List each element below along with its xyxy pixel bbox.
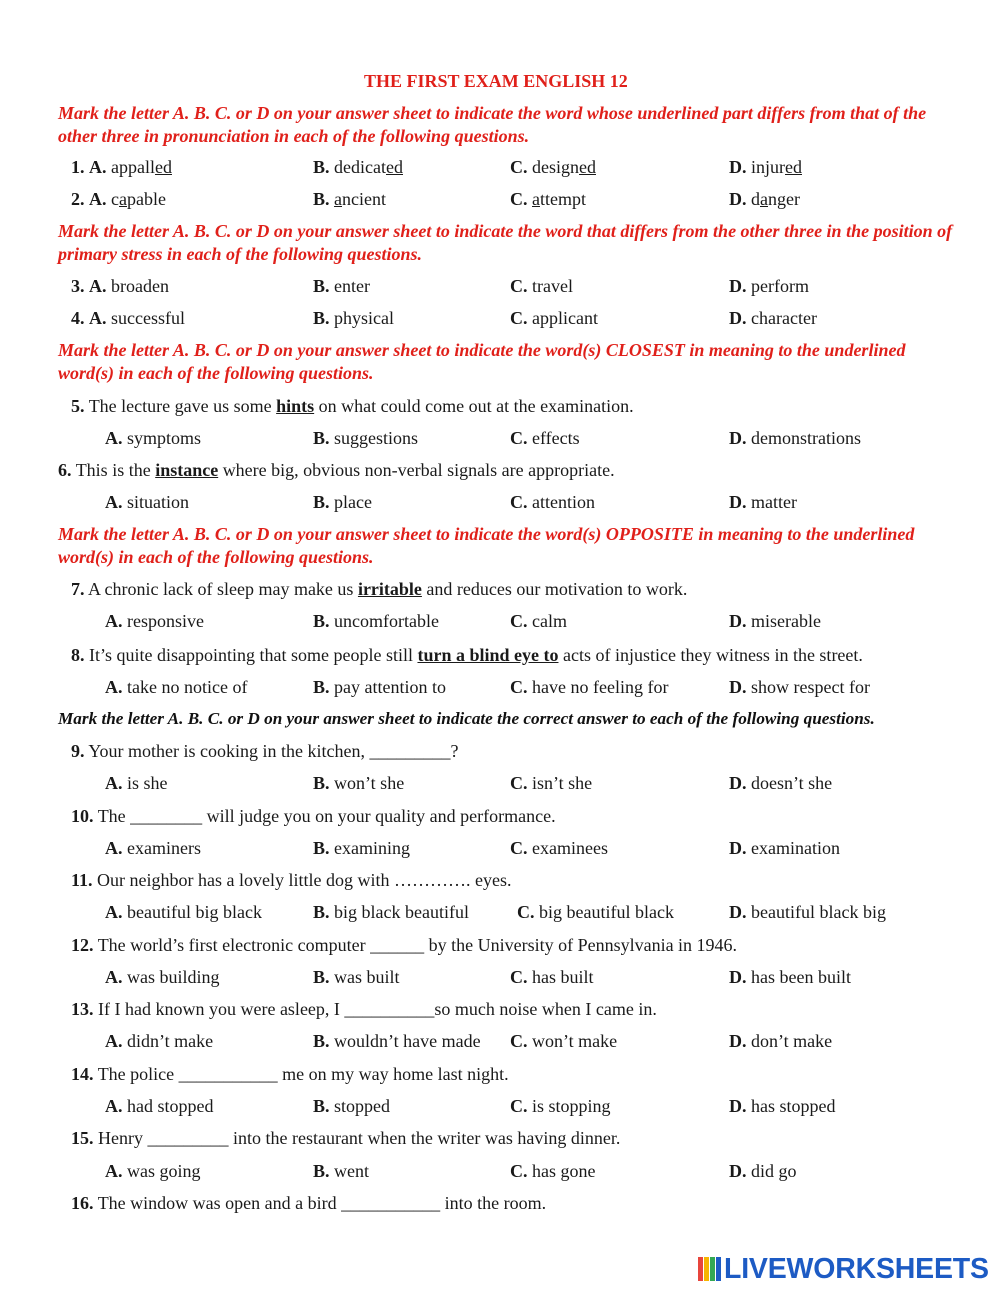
option-7d[interactable]: D. miserable (729, 611, 821, 631)
question-13: 13. If I had known you were asleep, I __________so much noise when I came in. (71, 999, 657, 1019)
question-16: 16. The window was open and a bird ___________ into the room. (71, 1193, 547, 1213)
option-1c[interactable]: C. designed (510, 157, 596, 177)
question-9: 9. Your mother is cooking in the kitchen, _________? (71, 741, 459, 761)
option-3b[interactable]: B. enter (313, 276, 370, 296)
option-12b[interactable]: B. was built (313, 967, 400, 987)
option-14b[interactable]: B. stopped (313, 1096, 391, 1116)
option-10a[interactable]: A. examiners (105, 838, 201, 858)
option-5a[interactable]: A. symptoms (105, 428, 202, 448)
option-14c[interactable]: C. is stopping (510, 1096, 611, 1116)
option-4b[interactable]: B. physical (313, 308, 395, 328)
question-12: 12. The world’s first electronic computer ______ by the University of Pennsylvania in 1946. (71, 935, 738, 955)
option-7b[interactable]: B. uncomfortable (313, 611, 439, 631)
liveworksheets-logo-icon (698, 1254, 724, 1284)
option-8b[interactable]: B. pay attention to (313, 677, 446, 697)
section-instruction-pronunciation: Mark the letter A. B. C. or D on your answer sheet to indicate the word whose underlined part differs from that of the other three in pronunciation in each of the following questions. (58, 103, 927, 146)
option-5c[interactable]: C. effects (510, 428, 580, 448)
option-11c[interactable]: C. big beautiful black (517, 902, 674, 922)
option-1d[interactable]: D. injured (729, 157, 802, 177)
question-6: 6. This is the instance where big, obvious non-verbal signals are appropriate. (58, 460, 615, 480)
option-8d[interactable]: D. show respect for (729, 677, 870, 697)
section-instruction-correct-answer: Mark the letter A. B. C. or D on your answer sheet to indicate the correct answer to each of the following questions. (58, 709, 875, 728)
section-instruction-closest: Mark the letter A. B. C. or D on your answer sheet to indicate the word(s) CLOSEST in meaning to the underlined word(s) in each of the following questions. (58, 340, 906, 383)
option-13c[interactable]: C. won’t make (510, 1031, 618, 1051)
option-6d[interactable]: D. matter (729, 492, 797, 512)
option-15d[interactable]: D. did go (729, 1161, 797, 1181)
option-2d[interactable]: D. danger (729, 189, 800, 209)
option-9a[interactable]: A. is she (105, 773, 168, 793)
section-instruction-stress: Mark the letter A. B. C. or D on your answer sheet to indicate the word that differs from the other three in the position of primary stress in each of the following questions. (58, 221, 953, 264)
option-9b[interactable]: B. won’t she (313, 773, 405, 793)
option-13d[interactable]: D. don’t make (729, 1031, 833, 1051)
option-10c[interactable]: C. examinees (510, 838, 608, 858)
option-7a[interactable]: A. responsive (105, 611, 204, 631)
question-14: 14. The police ___________ me on my way home last night. (71, 1064, 509, 1084)
question-15: 15. Henry _________ into the restaurant when the writer was having dinner. (71, 1128, 621, 1148)
question-7: 7. A chronic lack of sleep may make us irritable and reduces our motivation to work. (71, 579, 688, 599)
option-14d[interactable]: D. has stopped (729, 1096, 836, 1116)
option-13a[interactable]: A. didn’t make (105, 1031, 214, 1051)
option-15c[interactable]: C. has gone (510, 1161, 596, 1181)
option-10b[interactable]: B. examining (313, 838, 410, 858)
option-12c[interactable]: C. has built (510, 967, 594, 987)
liveworksheets-logo-text: LIVEWORKSHEETS (724, 1253, 989, 1285)
question-5: 5. The lecture gave us some hints on what could come out at the examination. (71, 396, 634, 416)
section-instruction-opposite: Mark the letter A. B. C. or D on your answer sheet to indicate the word(s) OPPOSITE in meaning to the underlined word(s) in each of the following questions. (58, 524, 915, 567)
option-10d[interactable]: D. examination (729, 838, 840, 858)
question-10: 10. The ________ will judge you on your quality and performance. (71, 806, 556, 826)
option-3d[interactable]: D. perform (729, 276, 809, 296)
option-7c[interactable]: C. calm (510, 611, 567, 631)
option-2b[interactable]: B. ancient (313, 189, 386, 209)
liveworksheets-logo (698, 1253, 989, 1285)
option-6a[interactable]: A. situation (105, 492, 189, 512)
option-9c[interactable]: C. isn’t she (510, 773, 593, 793)
option-4c[interactable]: C. applicant (510, 308, 598, 328)
option-8a[interactable]: A. take no notice of (105, 677, 248, 697)
option-8c[interactable]: C. have no feeling for (510, 677, 669, 697)
question-4: 4. A. successful (71, 308, 185, 328)
option-3c[interactable]: C. travel (510, 276, 573, 296)
question-11: 11. Our neighbor has a lovely little dog with …………. eyes. (71, 870, 512, 890)
option-11d[interactable]: D. beautiful black big (729, 902, 886, 922)
option-12d[interactable]: D. has been built (729, 967, 851, 987)
option-5b[interactable]: B. suggestions (313, 428, 419, 448)
option-5d[interactable]: D. demonstrations (729, 428, 861, 448)
option-14a[interactable]: A. had stopped (105, 1096, 214, 1116)
option-11a[interactable]: A. beautiful big black (105, 902, 262, 922)
option-12a[interactable]: A. was building (105, 967, 220, 987)
option-2c[interactable]: C. attempt (510, 189, 586, 209)
question-2: 2. A. capable (71, 189, 166, 209)
exam-title: THE FIRST EXAM ENGLISH 12 (364, 71, 628, 91)
option-4d[interactable]: D. character (729, 308, 817, 328)
option-1b[interactable]: B. dedicated (313, 157, 403, 177)
question-3: 3. A. broaden (71, 276, 169, 296)
option-9d[interactable]: D. doesn’t she (729, 773, 833, 793)
option-15b[interactable]: B. went (313, 1161, 370, 1181)
option-15a[interactable]: A. was going (105, 1161, 201, 1181)
option-11b[interactable]: B. big black beautiful (313, 902, 469, 922)
question-1: 1. A. appalled (71, 157, 172, 177)
option-6b[interactable]: B. place (313, 492, 372, 512)
option-6c[interactable]: C. attention (510, 492, 595, 512)
option-13b[interactable]: B. wouldn’t have made (313, 1031, 481, 1051)
question-8: 8. It’s quite disappointing that some people still turn a blind eye to acts of injustice they witness in the street. (71, 645, 863, 665)
